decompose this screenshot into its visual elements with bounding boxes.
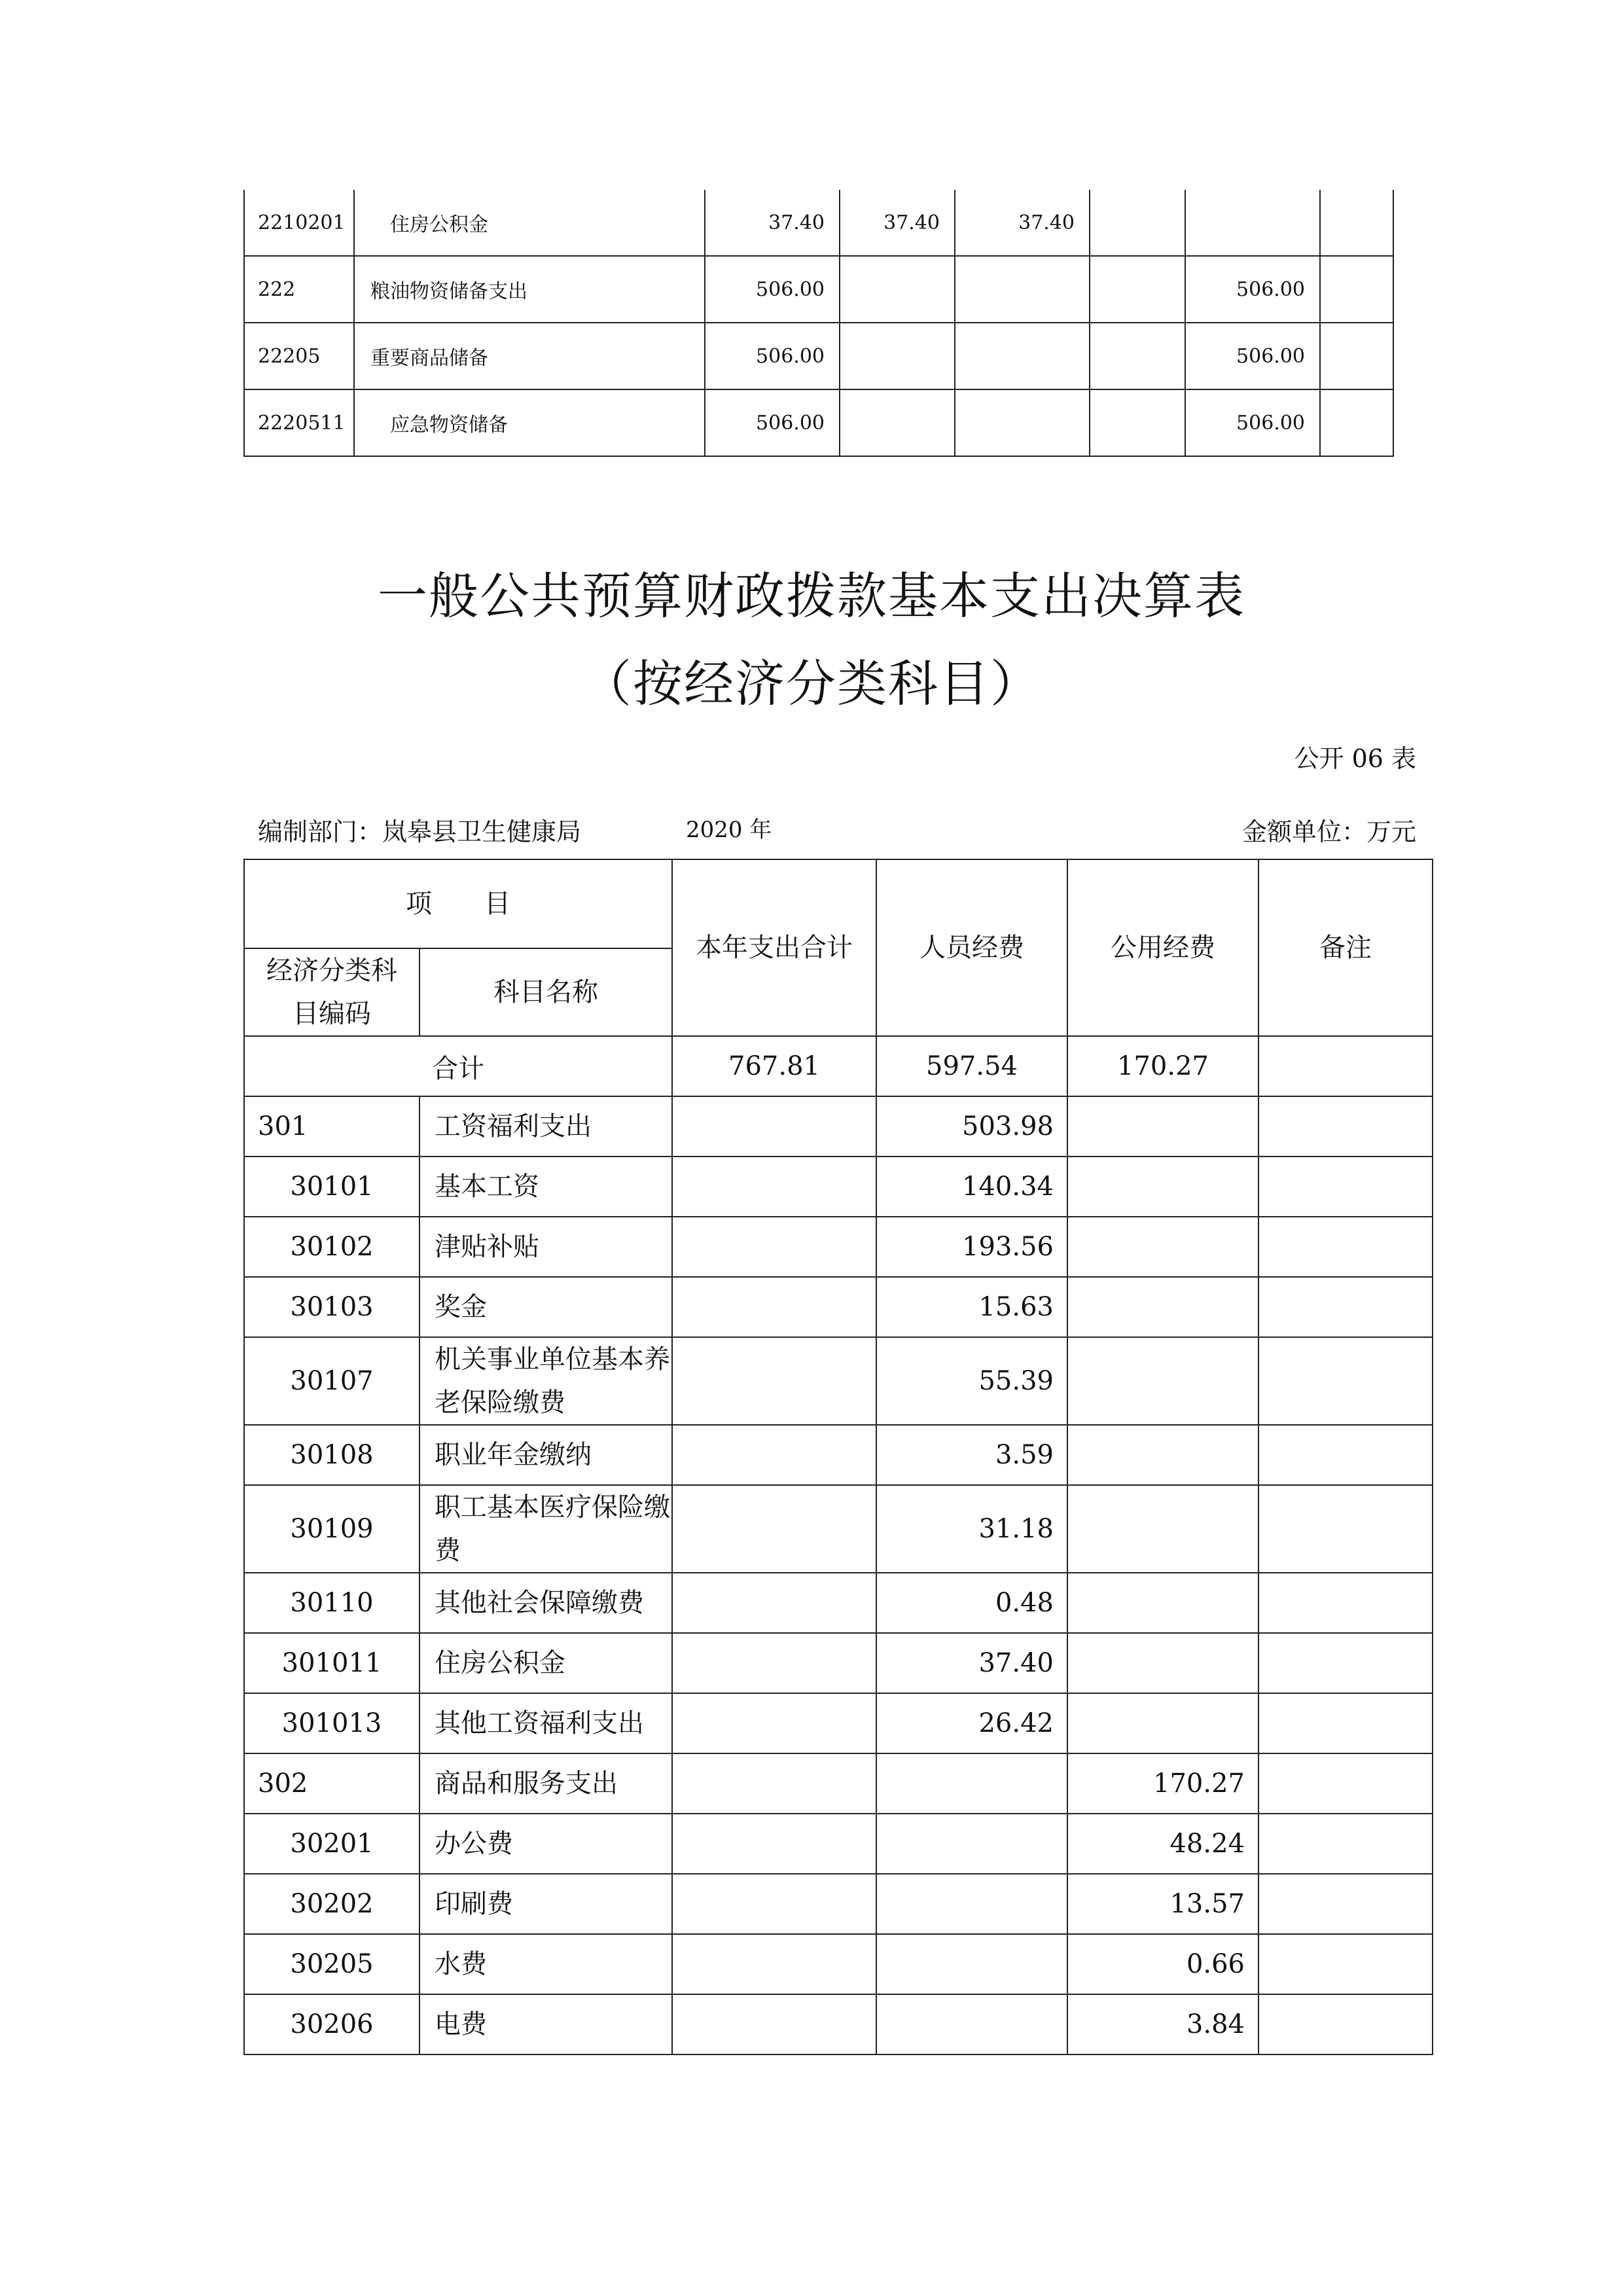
row-note: [1258, 1814, 1433, 1874]
row-note: [1258, 1934, 1433, 1994]
row-personnel: 37.40: [876, 1633, 1067, 1693]
row-personnel: 31.18: [876, 1485, 1067, 1573]
top-row-col2: [840, 256, 955, 323]
row-total: [672, 1337, 876, 1425]
row-name: 其他工资福利支出: [419, 1693, 672, 1753]
row-name: 住房公积金: [419, 1633, 672, 1693]
row-code: 30107: [244, 1337, 419, 1425]
top-row-col2: [840, 389, 955, 456]
row-name: 水费: [419, 1934, 672, 1994]
row-code: 301013: [244, 1693, 419, 1753]
row-personnel: 503.98: [876, 1096, 1067, 1157]
table-row: [244, 1157, 1433, 1217]
top-row-col3: [955, 323, 1090, 389]
top-partial-table: [243, 190, 1394, 457]
top-row-col4: [1090, 389, 1185, 456]
top-row-col4: [1090, 323, 1185, 389]
row-personnel: 3.59: [876, 1425, 1067, 1485]
table-row: [244, 1425, 1433, 1485]
row-total: [672, 1217, 876, 1277]
row-personnel: [876, 1994, 1067, 2054]
row-total: [672, 1934, 876, 1994]
top-row-col5: 506.00: [1185, 256, 1320, 323]
row-note: [1258, 1573, 1433, 1633]
top-row-code: 2210201: [244, 190, 354, 256]
row-public: 3.84: [1067, 1994, 1258, 2054]
table-row: [244, 1753, 1433, 1814]
row-total: [672, 1753, 876, 1814]
top-row-col3: [955, 256, 1090, 323]
row-note: [1258, 1337, 1433, 1425]
row-total: [672, 1573, 876, 1633]
header-total: 本年支出合计: [672, 859, 876, 1036]
top-table-row: [244, 190, 1393, 256]
row-name: 工资福利支出: [419, 1096, 672, 1157]
row-note: [1258, 1277, 1433, 1337]
row-code: 30202: [244, 1874, 419, 1934]
table-row: [244, 1485, 1433, 1573]
row-code: 30205: [244, 1934, 419, 1994]
row-public: [1067, 1277, 1258, 1337]
top-table-row: [244, 323, 1393, 389]
total-row-public: 170.27: [1067, 1036, 1258, 1096]
top-row-col4: [1090, 190, 1185, 256]
table-row: [244, 1337, 1433, 1425]
row-name: 商品和服务支出: [419, 1753, 672, 1814]
row-name: 奖金: [419, 1277, 672, 1337]
top-row-col1: 506.00: [705, 256, 840, 323]
header-project: 项 目: [244, 859, 672, 948]
top-row-col1: 506.00: [705, 323, 840, 389]
row-total: [672, 1994, 876, 2054]
row-code: 30103: [244, 1277, 419, 1337]
top-row-code: 22205: [244, 323, 354, 389]
row-name: 职工基本医疗保险缴费: [419, 1485, 672, 1573]
top-row-col5: 506.00: [1185, 323, 1320, 389]
year-label: 2020 年: [686, 817, 772, 843]
row-public: [1067, 1096, 1258, 1157]
top-row-col4: [1090, 256, 1185, 323]
table-row: [244, 1874, 1433, 1934]
row-total: [672, 1633, 876, 1693]
row-code: 30101: [244, 1157, 419, 1217]
row-code: 30102: [244, 1217, 419, 1277]
row-public: [1067, 1425, 1258, 1485]
row-note: [1258, 1096, 1433, 1157]
table-row: [244, 1633, 1433, 1693]
total-row-total: 767.81: [672, 1036, 876, 1096]
top-row-col1: 506.00: [705, 389, 840, 456]
row-personnel: 26.42: [876, 1693, 1067, 1753]
top-row-col2: [840, 323, 955, 389]
top-table-row: [244, 389, 1393, 456]
row-name: 职业年金缴纳: [419, 1425, 672, 1485]
row-personnel: 0.48: [876, 1573, 1067, 1633]
table-id: 公开 06 表: [1294, 744, 1416, 773]
row-personnel: [876, 1934, 1067, 1994]
row-total: [672, 1814, 876, 1874]
row-note: [1258, 1693, 1433, 1753]
table-row: [244, 1693, 1433, 1753]
row-public: [1067, 1573, 1258, 1633]
page-title: 一般公共预算财政拨款基本支出决算表: [378, 567, 1245, 625]
row-public: [1067, 1693, 1258, 1753]
top-row-col3: 37.40: [955, 190, 1090, 256]
top-row-name: 应急物资储备: [354, 389, 705, 456]
row-name: 电费: [419, 1994, 672, 2054]
row-total: [672, 1425, 876, 1485]
row-code: 301: [244, 1096, 419, 1157]
top-row-name: 住房公积金: [354, 190, 705, 256]
table-row: [244, 1217, 1433, 1277]
row-total: [672, 1096, 876, 1157]
row-personnel: [876, 1753, 1067, 1814]
top-row-name: 重要商品储备: [354, 323, 705, 389]
row-personnel: 55.39: [876, 1337, 1067, 1425]
row-code: 30201: [244, 1814, 419, 1874]
row-public: [1067, 1217, 1258, 1277]
table-row: [244, 1096, 1433, 1157]
header-name: 科目名称: [419, 948, 672, 1036]
header-personnel: 人员经费: [876, 859, 1067, 1036]
row-name: 其他社会保障缴费: [419, 1573, 672, 1633]
row-note: [1258, 1217, 1433, 1277]
row-name: 基本工资: [419, 1157, 672, 1217]
total-row-personnel: 597.54: [876, 1036, 1067, 1096]
row-note: [1258, 1753, 1433, 1814]
top-row-col2: 37.40: [840, 190, 955, 256]
page-subtitle: （按经济分类科目）: [582, 655, 1041, 713]
row-total: [672, 1277, 876, 1337]
top-row-col6: [1320, 190, 1393, 256]
top-table-row: [244, 256, 1393, 323]
row-public: [1067, 1485, 1258, 1573]
top-row-col6: [1320, 323, 1393, 389]
top-row-col5: 506.00: [1185, 389, 1320, 456]
row-name: 机关事业单位基本养老保险缴费: [419, 1337, 672, 1425]
row-note: [1258, 1633, 1433, 1693]
unit-label: 金额单位：万元: [1241, 817, 1416, 846]
row-public: [1067, 1157, 1258, 1217]
row-public: 170.27: [1067, 1753, 1258, 1814]
row-total: [672, 1485, 876, 1573]
row-public: [1067, 1633, 1258, 1693]
row-name: 印刷费: [419, 1874, 672, 1934]
header-note: 备注: [1258, 859, 1433, 1036]
top-row-col6: [1320, 256, 1393, 323]
row-personnel: 193.56: [876, 1217, 1067, 1277]
row-total: [672, 1693, 876, 1753]
row-personnel: 140.34: [876, 1157, 1067, 1217]
top-row-col1: 37.40: [705, 190, 840, 256]
total-row-label: 合计: [244, 1036, 672, 1096]
row-code: 30109: [244, 1485, 419, 1573]
row-note: [1258, 1874, 1433, 1934]
row-code: 30206: [244, 1994, 419, 2054]
top-row-col3: [955, 389, 1090, 456]
row-code: 30110: [244, 1573, 419, 1633]
row-note: [1258, 1425, 1433, 1485]
header-public: 公用经费: [1067, 859, 1258, 1036]
row-personnel: 15.63: [876, 1277, 1067, 1337]
top-row-code: 2220511: [244, 389, 354, 456]
table-row: [244, 1934, 1433, 1994]
row-personnel: [876, 1814, 1067, 1874]
row-name: 办公费: [419, 1814, 672, 1874]
row-note: [1258, 1994, 1433, 2054]
table-row: [244, 1814, 1433, 1874]
row-code: 302: [244, 1753, 419, 1814]
row-total: [672, 1157, 876, 1217]
row-total: [672, 1874, 876, 1934]
row-public: 13.57: [1067, 1874, 1258, 1934]
top-row-code: 222: [244, 256, 354, 323]
row-code: 30108: [244, 1425, 419, 1485]
top-row-name: 粮油物资储备支出: [354, 256, 705, 323]
row-code: 301011: [244, 1633, 419, 1693]
top-row-col5: [1185, 190, 1320, 256]
row-personnel: [876, 1874, 1067, 1934]
row-name: 津贴补贴: [419, 1217, 672, 1277]
row-public: 48.24: [1067, 1814, 1258, 1874]
table-row: [244, 1573, 1433, 1633]
row-note: [1258, 1485, 1433, 1573]
department-label: 编制部门：岚皋县卫生健康局: [258, 817, 582, 846]
main-expense-table: [243, 859, 1433, 2055]
table-row: [244, 1994, 1433, 2054]
row-public: [1067, 1337, 1258, 1425]
table-row: [244, 1277, 1433, 1337]
total-row-note: [1258, 1036, 1433, 1096]
row-public: 0.66: [1067, 1934, 1258, 1994]
top-row-col6: [1320, 389, 1393, 456]
row-note: [1258, 1157, 1433, 1217]
header-code: 经济分类科目编码: [244, 948, 419, 1036]
